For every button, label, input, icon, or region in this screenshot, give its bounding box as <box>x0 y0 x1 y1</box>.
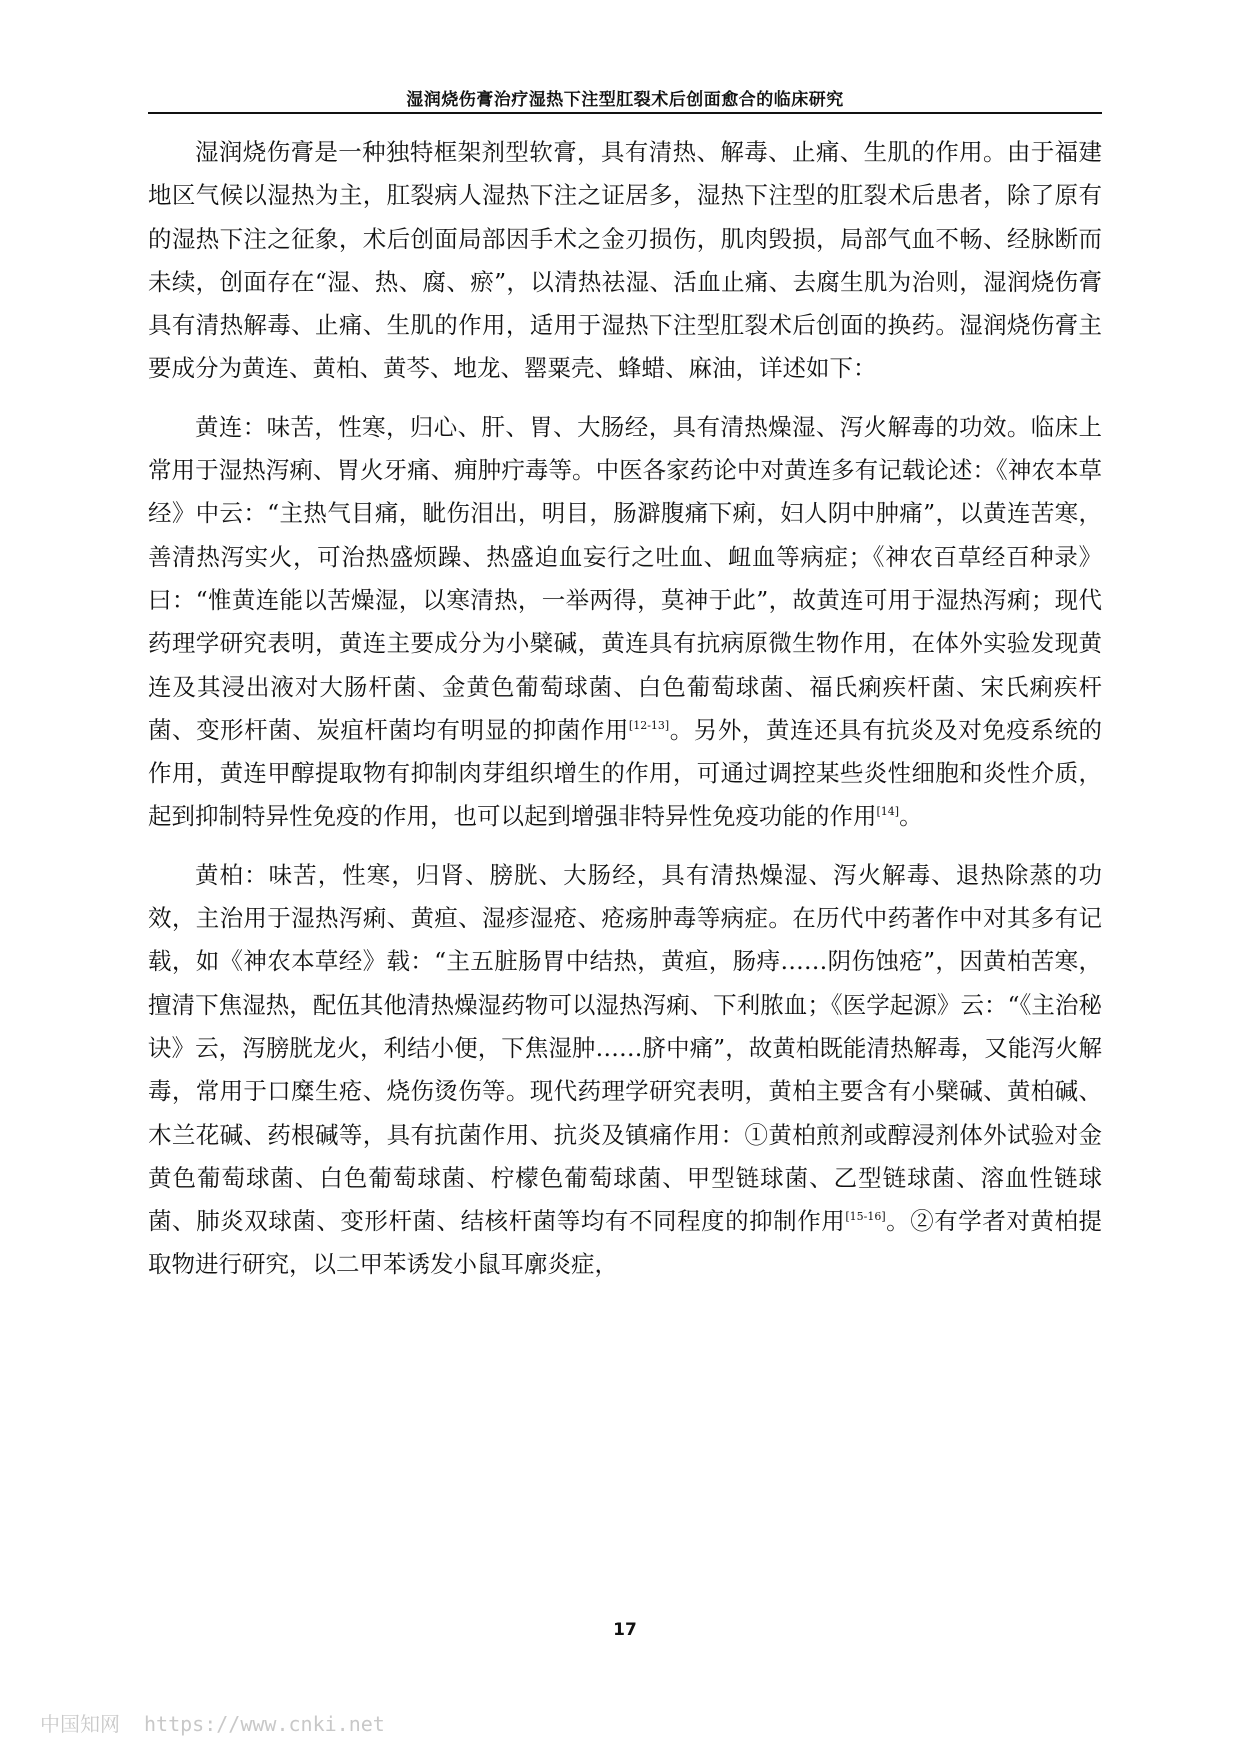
paragraph-huanglian <box>148 406 1102 839</box>
body-text <box>148 131 1102 1287</box>
watermark-site-name: 中国知网 <box>40 1712 120 1736</box>
paragraph-huangbai <box>148 854 1102 1287</box>
citation-12-13[interactable]: [12-13] <box>628 718 670 732</box>
paragraph-intro <box>148 131 1102 391</box>
paragraph-intro-text: 湿润烧伤膏是一种独特框架剂型软膏，具有清热、解毒、止痛、生肌的作用。由于福建地区气候以湿热为主，肛裂病人湿热下注之证居多，湿热下注型的肛裂术后患者，除了原有的湿热下注之征象，术后创面局部因手术之金刃损伤，肌肉毁损，局部气血不畅、经脉断而未续，创面存在“湿、热、腐、瘀”，以清热祛湿、活血止痛、去腐生肌为治则，湿润烧伤膏具有清热解毒、止痛、生肌的作用，适用于湿热下注型肛裂术后创面的换药。湿润烧伤膏主要成分为黄连、黄柏、黄芩、地龙、罂粟壳、蜂蜡、麻油，详述如下： <box>148 138 1102 383</box>
citation-14[interactable]: [14] <box>876 805 900 819</box>
watermark-url: https://www.cnki.net <box>144 1712 385 1736</box>
citation-15-16[interactable]: [15-16] <box>845 1210 886 1224</box>
huangbai-text-part2: 。②有学者对黄柏提取物进行研究，以二甲苯诱发小鼠耳廓炎症， <box>148 1207 1103 1279</box>
page-number: 17 <box>613 1620 637 1640</box>
huanglian-text-part1: 黄连：味苦，性寒，归心、肝、胃、大肠经，具有清热燥湿、泻火解毒的功效。临床上常用于湿热泻痢、胃火牙痛、痈肿疔毒等。中医各家药论中对黄连多有记载论述：《神农本草经》中云：“主热气目痛，眦伤泪出，明目，肠澼腹痛下痢，妇人阴中肿痛”，以黄连苦寒，善清热泻实火，可治热盛烦躁、热盛迫血妄行之吐血、衄血等病症；《神农百草经百种录》曰：“惟黄连能以苦燥湿，以寒清热，一举两得，莫神于此”，故黄连可用于湿热泻痢；现代药理学研究表明，黄连主要成分为小檗碱，黄连具有抗病原微生物作用，在体外实验发现黄连及其浸出液对大肠杆菌、金黄色葡萄球菌、白色葡萄球菌、福氏痢疾杆菌、宋氏痢疾杆菌、变形杆菌、炭疽杆菌均有明显的抑菌作用 <box>148 412 1102 744</box>
running-header-title: 湿润烧伤膏治疗湿热下注型肛裂术后创面愈合的临床研究 <box>406 90 844 110</box>
huanglian-text-part3: 。 <box>899 802 923 831</box>
header-rule <box>148 112 1102 114</box>
huanglian-text-part2: 。另外，黄连还具有抗炎及对免疫系统的作用，黄连甲醇提取物有抑制肉芽组织增生的作用，可通过调控某些炎性细胞和炎性介质，起到抑制特异性免疫的作用，也可以起到增强非特异性免疫功能的作用 <box>148 715 1103 831</box>
huangbai-text-part1: 黄柏：味苦，性寒，归肾、膀胱、大肠经，具有清热燥湿、泻火解毒、退热除蒸的功效，主治用于湿热泻痢、黄疸、湿疹湿疮、疮疡肿毒等病症。在历代中药著作中对其多有记载，如《神农本草经》载：“主五脏肠胃中结热，黄疸，肠痔……阴伤蚀疮”，因黄柏苦寒，擅清下焦湿热，配伍其他清热燥湿药物可以湿热泻痢、下利脓血；《医学起源》云：“《主治秘诀》云，泻膀胱龙火，利结小便，下焦湿肿……脐中痛”，故黄柏既能清热解毒，又能泻火解毒，常用于口糜生疮、烧伤烫伤等。现代药理学研究表明，黄柏主要含有小檗碱、黄柏碱、木兰花碱、药根碱等，具有抗菌作用、抗炎及镇痛作用：①黄柏煎剂或醇浸剂体外试验对金黄色葡萄球菌、白色葡萄球菌、柠檬色葡萄球菌、甲型链球菌、乙型链球菌、溶血性链球菌、肺炎双球菌、变形杆菌、结核杆菌等均有不同程度的抑制作用 <box>148 860 1102 1236</box>
cnki-watermark <box>40 1708 385 1737</box>
